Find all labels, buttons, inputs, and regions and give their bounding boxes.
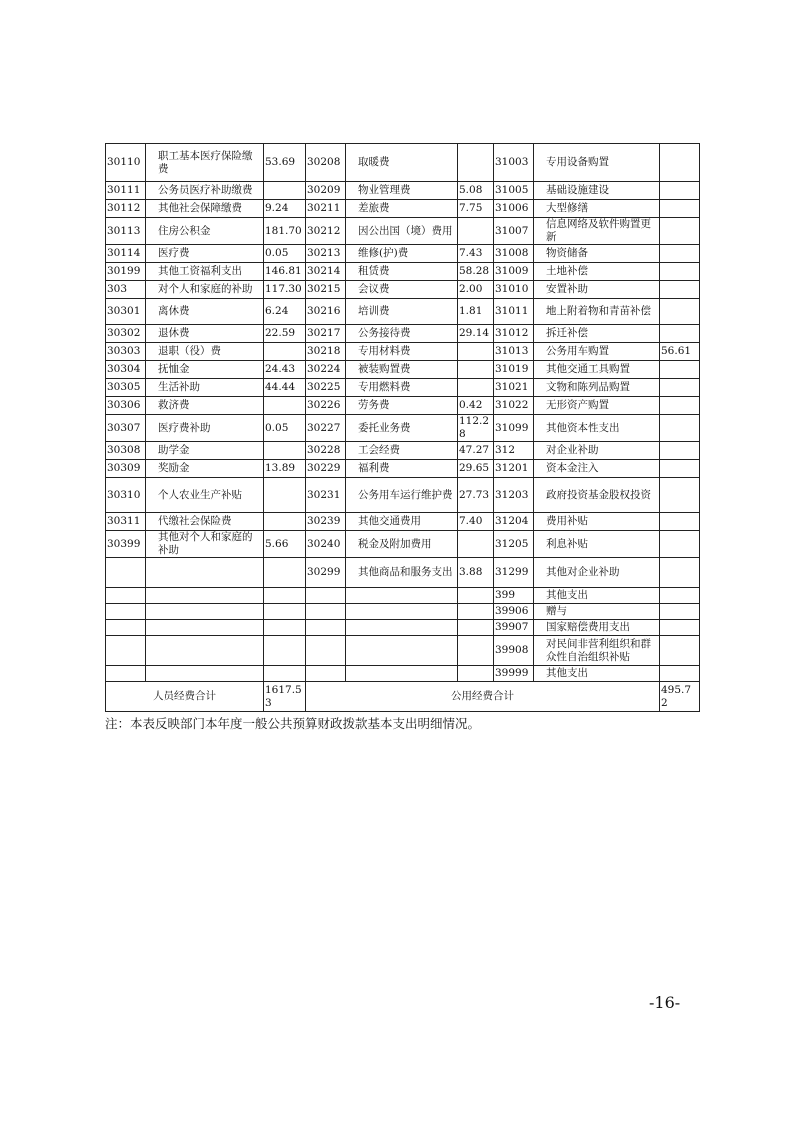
code-a-cell (106, 558, 146, 588)
amount-a-cell (264, 397, 306, 415)
name-a-cell: 对个人和家庭的补助 (146, 281, 264, 299)
personnel-total-value: 1617.53 (264, 682, 306, 712)
amount-b-cell: 112.28 (458, 415, 494, 442)
code-c-cell: 31009 (494, 263, 534, 281)
amount-c-cell (660, 636, 700, 666)
table-row (106, 588, 700, 604)
name-b-cell: 物业管理费 (346, 182, 458, 200)
name-a-cell (146, 558, 264, 588)
name-b-cell: 专用燃料费 (346, 379, 458, 397)
code-a-cell: 30310 (106, 478, 146, 513)
name-b-cell: 会议费 (346, 281, 458, 299)
code-c-cell: 31010 (494, 281, 534, 299)
name-a-cell: 公务员医疗补助缴费 (146, 182, 264, 200)
amount-c-cell (660, 531, 700, 558)
amount-c-cell (660, 620, 700, 636)
code-a-cell: 30305 (106, 379, 146, 397)
code-a-cell: 30114 (106, 245, 146, 263)
code-a-cell: 303 (106, 281, 146, 299)
code-b-cell: 30208 (306, 144, 346, 182)
code-a-cell (106, 604, 146, 620)
name-c-cell: 其他交通工具购置 (534, 361, 660, 379)
amount-b-cell: 2.00 (458, 281, 494, 299)
table-row (106, 218, 700, 245)
code-c-cell: 31019 (494, 361, 534, 379)
name-c-cell: 信息网络及软件购置更新 (534, 218, 660, 245)
name-a-cell: 医疗费 (146, 245, 264, 263)
code-c-cell: 31099 (494, 415, 534, 442)
name-a-cell: 抚恤金 (146, 361, 264, 379)
code-a-cell (106, 636, 146, 666)
amount-b-cell (458, 379, 494, 397)
code-a-cell: 30113 (106, 218, 146, 245)
table-row (106, 478, 700, 513)
name-c-cell: 对企业补助 (534, 442, 660, 460)
name-b-cell: 工会经费 (346, 442, 458, 460)
code-b-cell: 30240 (306, 531, 346, 558)
amount-c-cell (660, 513, 700, 531)
code-c-cell: 31203 (494, 478, 534, 513)
amount-c-cell (660, 200, 700, 218)
name-a-cell (146, 604, 264, 620)
name-c-cell: 费用补贴 (534, 513, 660, 531)
code-b-cell: 30227 (306, 415, 346, 442)
amount-b-cell: 29.14 (458, 325, 494, 343)
name-b-cell: 税金及附加费用 (346, 531, 458, 558)
amount-b-cell: 5.08 (458, 182, 494, 200)
code-c-cell: 31012 (494, 325, 534, 343)
name-b-cell (346, 604, 458, 620)
code-a-cell: 30307 (106, 415, 146, 442)
name-a-cell: 其他工资福利支出 (146, 263, 264, 281)
name-c-cell: 物资储备 (534, 245, 660, 263)
amount-a-cell: 6.24 (264, 299, 306, 325)
table-row (106, 379, 700, 397)
table-row (106, 531, 700, 558)
name-a-cell: 奖励金 (146, 460, 264, 478)
code-b-cell: 30228 (306, 442, 346, 460)
amount-a-cell: 117.30 (264, 281, 306, 299)
name-c-cell: 专用设备购置 (534, 144, 660, 182)
amount-c-cell (660, 415, 700, 442)
code-c-cell: 31006 (494, 200, 534, 218)
amount-c-cell: 56.61 (660, 343, 700, 361)
amount-a-cell: 0.05 (264, 245, 306, 263)
amount-c-cell (660, 182, 700, 200)
name-b-cell: 公务用车运行维护费 (346, 478, 458, 513)
amount-c-cell (660, 245, 700, 263)
name-c-cell: 利息补贴 (534, 531, 660, 558)
amount-c-cell (660, 361, 700, 379)
amount-c-cell (660, 263, 700, 281)
table-row (106, 325, 700, 343)
page-number: -16- (649, 993, 681, 1012)
code-c-cell: 399 (494, 588, 534, 604)
public-total-value: 495.72 (660, 682, 700, 712)
name-a-cell: 其他对个人和家庭的补助 (146, 531, 264, 558)
amount-b-cell (458, 620, 494, 636)
amount-a-cell (264, 666, 306, 682)
code-c-cell: 39907 (494, 620, 534, 636)
amount-a-cell: 13.89 (264, 460, 306, 478)
personnel-total-label: 人员经费合计 (106, 682, 264, 712)
code-b-cell: 30211 (306, 200, 346, 218)
amount-b-cell (458, 531, 494, 558)
code-b-cell: 30214 (306, 263, 346, 281)
code-b-cell: 30239 (306, 513, 346, 531)
amount-c-cell (660, 604, 700, 620)
budget-table (105, 143, 700, 712)
table-row (106, 666, 700, 682)
code-a-cell: 30301 (106, 299, 146, 325)
name-a-cell (146, 666, 264, 682)
table-row (106, 620, 700, 636)
code-b-cell: 30215 (306, 281, 346, 299)
code-b-cell: 30217 (306, 325, 346, 343)
table-row (106, 442, 700, 460)
table-row (106, 558, 700, 588)
code-b-cell (306, 620, 346, 636)
code-b-cell (306, 588, 346, 604)
code-a-cell: 30112 (106, 200, 146, 218)
amount-a-cell (264, 182, 306, 200)
code-c-cell: 31011 (494, 299, 534, 325)
code-c-cell: 31007 (494, 218, 534, 245)
name-b-cell: 租赁费 (346, 263, 458, 281)
table-row (106, 397, 700, 415)
code-b-cell (306, 636, 346, 666)
name-b-cell: 其他商品和服务支出 (346, 558, 458, 588)
amount-c-cell (660, 460, 700, 478)
code-a-cell (106, 620, 146, 636)
amount-a-cell: 0.05 (264, 415, 306, 442)
amount-c-cell (660, 478, 700, 513)
code-b-cell (306, 666, 346, 682)
table-row (106, 636, 700, 666)
code-c-cell: 312 (494, 442, 534, 460)
table-row (106, 604, 700, 620)
code-c-cell: 39999 (494, 666, 534, 682)
amount-b-cell: 29.65 (458, 460, 494, 478)
name-c-cell: 无形资产购置 (534, 397, 660, 415)
code-a-cell: 30399 (106, 531, 146, 558)
name-c-cell: 土地补偿 (534, 263, 660, 281)
amount-b-cell: 0.42 (458, 397, 494, 415)
amount-c-cell (660, 558, 700, 588)
amount-b-cell (458, 361, 494, 379)
code-c-cell: 39908 (494, 636, 534, 666)
amount-a-cell: 5.66 (264, 531, 306, 558)
name-b-cell: 专用材料费 (346, 343, 458, 361)
name-c-cell: 其他支出 (534, 588, 660, 604)
code-b-cell: 30212 (306, 218, 346, 245)
code-c-cell: 31299 (494, 558, 534, 588)
name-a-cell: 其他社会保障缴费 (146, 200, 264, 218)
amount-a-cell: 181.70 (264, 218, 306, 245)
name-b-cell: 委托业务费 (346, 415, 458, 442)
code-b-cell: 30225 (306, 379, 346, 397)
table-row (106, 415, 700, 442)
name-c-cell: 文物和陈列品购置 (534, 379, 660, 397)
amount-b-cell (458, 588, 494, 604)
table-row (106, 245, 700, 263)
name-b-cell (346, 620, 458, 636)
amount-b-cell (458, 666, 494, 682)
amount-b-cell: 3.88 (458, 558, 494, 588)
code-b-cell: 30299 (306, 558, 346, 588)
amount-c-cell (660, 666, 700, 682)
name-c-cell: 资本金注入 (534, 460, 660, 478)
name-b-cell: 其他交通费用 (346, 513, 458, 531)
table-row (106, 182, 700, 200)
name-c-cell: 国家赔偿费用支出 (534, 620, 660, 636)
name-a-cell (146, 636, 264, 666)
amount-b-cell: 47.27 (458, 442, 494, 460)
code-c-cell: 31008 (494, 245, 534, 263)
table-note: 注：本表反映部门本年度一般公共预算财政拨款基本支出明细情况。 (105, 716, 481, 731)
code-a-cell: 30308 (106, 442, 146, 460)
amount-c-cell (660, 299, 700, 325)
table-row (106, 144, 700, 182)
code-b-cell: 30226 (306, 397, 346, 415)
code-a-cell: 30309 (106, 460, 146, 478)
name-c-cell: 其他对企业补助 (534, 558, 660, 588)
name-c-cell: 其他资本性支出 (534, 415, 660, 442)
name-a-cell: 医疗费补助 (146, 415, 264, 442)
amount-c-cell (660, 379, 700, 397)
code-a-cell (106, 666, 146, 682)
name-b-cell (346, 636, 458, 666)
amount-a-cell: 24.43 (264, 361, 306, 379)
name-a-cell: 住房公积金 (146, 218, 264, 245)
code-a-cell: 30311 (106, 513, 146, 531)
name-b-cell: 维修(护)费 (346, 245, 458, 263)
table-body (106, 144, 700, 712)
code-b-cell: 30224 (306, 361, 346, 379)
totals-row (106, 682, 700, 712)
code-a-cell: 30302 (106, 325, 146, 343)
amount-c-cell (660, 281, 700, 299)
code-c-cell: 31003 (494, 144, 534, 182)
code-b-cell: 30213 (306, 245, 346, 263)
code-b-cell: 30216 (306, 299, 346, 325)
amount-a-cell (264, 604, 306, 620)
name-b-cell: 劳务费 (346, 397, 458, 415)
name-a-cell: 个人农业生产补贴 (146, 478, 264, 513)
name-c-cell: 公务用车购置 (534, 343, 660, 361)
amount-b-cell: 7.40 (458, 513, 494, 531)
amount-c-cell (660, 325, 700, 343)
name-c-cell: 拆迁补偿 (534, 325, 660, 343)
public-total-label: 公用经费合计 (306, 682, 660, 712)
name-b-cell (346, 666, 458, 682)
amount-a-cell (264, 558, 306, 588)
amount-b-cell (458, 604, 494, 620)
code-a-cell: 30199 (106, 263, 146, 281)
name-b-cell: 被装购置费 (346, 361, 458, 379)
name-a-cell: 职工基本医疗保险缴费 (146, 144, 264, 182)
name-a-cell (146, 620, 264, 636)
amount-c-cell (660, 397, 700, 415)
amount-c-cell (660, 144, 700, 182)
name-b-cell: 福利费 (346, 460, 458, 478)
code-a-cell (106, 588, 146, 604)
amount-a-cell (264, 478, 306, 513)
name-a-cell: 助学金 (146, 442, 264, 460)
name-a-cell: 退职（役）费 (146, 343, 264, 361)
code-b-cell (306, 604, 346, 620)
amount-c-cell (660, 218, 700, 245)
name-c-cell: 基础设施建设 (534, 182, 660, 200)
code-c-cell: 31201 (494, 460, 534, 478)
code-a-cell: 30304 (106, 361, 146, 379)
code-b-cell: 30218 (306, 343, 346, 361)
amount-b-cell: 58.28 (458, 263, 494, 281)
table-row (106, 299, 700, 325)
name-a-cell (146, 588, 264, 604)
name-b-cell: 差旅费 (346, 200, 458, 218)
amount-c-cell (660, 442, 700, 460)
amount-a-cell (264, 588, 306, 604)
name-a-cell: 代缴社会保险费 (146, 513, 264, 531)
amount-b-cell (458, 343, 494, 361)
amount-a-cell: 53.69 (264, 144, 306, 182)
name-c-cell: 政府投资基金股权投资 (534, 478, 660, 513)
name-c-cell: 其他支出 (534, 666, 660, 682)
code-a-cell: 30111 (106, 182, 146, 200)
amount-a-cell: 9.24 (264, 200, 306, 218)
amount-b-cell (458, 636, 494, 666)
table-row (106, 281, 700, 299)
code-c-cell: 31205 (494, 531, 534, 558)
name-c-cell: 地上附着物和青苗补偿 (534, 299, 660, 325)
table-row (106, 263, 700, 281)
amount-a-cell (264, 513, 306, 531)
code-b-cell: 30231 (306, 478, 346, 513)
code-c-cell: 31013 (494, 343, 534, 361)
table-row (106, 343, 700, 361)
name-b-cell: 取暖费 (346, 144, 458, 182)
amount-a-cell: 146.81 (264, 263, 306, 281)
name-b-cell (346, 588, 458, 604)
name-a-cell: 生活补助 (146, 379, 264, 397)
code-c-cell: 39906 (494, 604, 534, 620)
amount-b-cell: 27.73 (458, 478, 494, 513)
code-c-cell: 31022 (494, 397, 534, 415)
code-b-cell: 30209 (306, 182, 346, 200)
table-row (106, 513, 700, 531)
amount-a-cell: 22.59 (264, 325, 306, 343)
code-c-cell: 31021 (494, 379, 534, 397)
code-b-cell: 30229 (306, 460, 346, 478)
amount-a-cell (264, 636, 306, 666)
code-a-cell: 30303 (106, 343, 146, 361)
amount-b-cell: 7.75 (458, 200, 494, 218)
table-row (106, 361, 700, 379)
table-row (106, 200, 700, 218)
amount-b-cell (458, 218, 494, 245)
name-b-cell: 因公出国（境）费用 (346, 218, 458, 245)
amount-a-cell: 44.44 (264, 379, 306, 397)
name-a-cell: 退休费 (146, 325, 264, 343)
code-c-cell: 31005 (494, 182, 534, 200)
table-row (106, 460, 700, 478)
name-c-cell: 大型修缮 (534, 200, 660, 218)
amount-b-cell (458, 144, 494, 182)
name-c-cell: 安置补助 (534, 281, 660, 299)
amount-a-cell (264, 442, 306, 460)
name-a-cell: 离休费 (146, 299, 264, 325)
name-b-cell: 培训费 (346, 299, 458, 325)
code-c-cell: 31204 (494, 513, 534, 531)
name-c-cell: 赠与 (534, 604, 660, 620)
amount-b-cell: 7.43 (458, 245, 494, 263)
amount-a-cell (264, 620, 306, 636)
amount-c-cell (660, 588, 700, 604)
code-a-cell: 30306 (106, 397, 146, 415)
amount-a-cell (264, 343, 306, 361)
name-b-cell: 公务接待费 (346, 325, 458, 343)
name-a-cell: 救济费 (146, 397, 264, 415)
code-a-cell: 30110 (106, 144, 146, 182)
name-c-cell: 对民间非营利组织和群众性自治组织补贴 (534, 636, 660, 666)
amount-b-cell: 1.81 (458, 299, 494, 325)
